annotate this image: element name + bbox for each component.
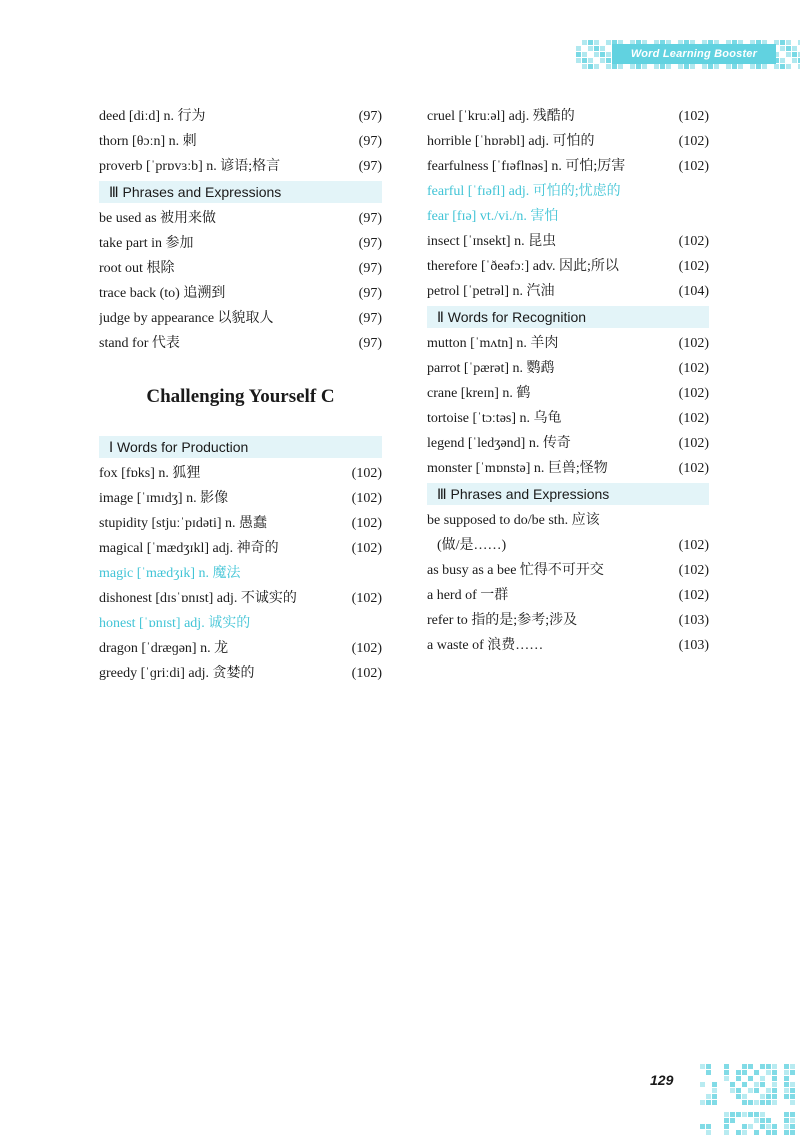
pixel-square — [784, 1130, 789, 1135]
pixel-square — [784, 1088, 789, 1093]
entry-page-ref: (97) — [358, 236, 382, 251]
entry-row — [99, 256, 382, 281]
entry-page-ref: (102) — [351, 591, 382, 606]
pixel-square — [760, 1100, 765, 1105]
entry-page-ref: (102) — [351, 466, 382, 481]
pixel-square — [732, 64, 737, 69]
entry-page-ref: (102) — [678, 159, 709, 174]
pixel-square — [636, 64, 641, 69]
pixel-square — [772, 1064, 777, 1069]
pixel-square — [594, 40, 599, 45]
pixel-square — [760, 1094, 765, 1099]
pixel-square — [742, 1130, 747, 1135]
pixel-square — [754, 1100, 759, 1105]
entry-page-ref: (102) — [678, 336, 709, 351]
pixel-square — [706, 1070, 711, 1075]
entry-row — [99, 281, 382, 306]
entry-row — [427, 558, 709, 583]
pixel-square — [588, 40, 593, 45]
page-number: 129 — [650, 1072, 674, 1088]
pixel-square — [772, 1130, 777, 1135]
entry-text: fearfulness [ˈfɪəflnəs] n. 可怕;厉害 — [427, 159, 626, 174]
entry-page-ref: (102) — [678, 411, 709, 426]
phrases-list-left — [99, 206, 382, 356]
entry-row — [427, 456, 709, 481]
entry-row — [427, 279, 709, 304]
pixel-square — [766, 1088, 771, 1093]
pixel-square — [606, 64, 611, 69]
pixel-square — [724, 1124, 729, 1129]
left-column — [99, 104, 382, 686]
pixel-square — [772, 1076, 777, 1081]
pixel-square — [730, 1118, 735, 1123]
pixel-square — [730, 1082, 735, 1087]
entry-page-ref: (102) — [678, 461, 709, 476]
entry-row — [427, 608, 709, 633]
pixel-square — [582, 40, 587, 45]
pixel-square — [760, 1112, 765, 1117]
entry-row — [427, 583, 709, 608]
pixel-square — [582, 52, 587, 57]
pixel-square — [700, 1124, 705, 1129]
pixel-square — [780, 58, 785, 63]
pixel-square — [786, 46, 791, 51]
entry-text: crane [kreɪn] n. 鹤 — [427, 386, 531, 401]
entry-row — [427, 508, 709, 533]
entry-text: deed [diːd] n. 行为 — [99, 109, 206, 124]
pixel-square — [706, 1094, 711, 1099]
pixel-square — [630, 64, 635, 69]
recognition-heading: Ⅱ Words for Recognition — [427, 306, 709, 328]
pixel-square — [790, 1118, 795, 1123]
pixel-square — [594, 46, 599, 51]
pixel-square — [736, 1088, 741, 1093]
entry-row — [99, 511, 382, 536]
entry-page-ref: (102) — [678, 538, 709, 553]
pixel-square — [700, 1100, 705, 1105]
pixel-square — [754, 1112, 759, 1117]
pixel-square — [792, 46, 797, 51]
pixel-square — [736, 1130, 741, 1135]
decorative-pixel-pattern-bottom — [700, 1064, 800, 1138]
entry-text: take part in 参加 — [99, 236, 194, 251]
entry-text: tortoise [ˈtɔːtəs] n. 乌龟 — [427, 411, 562, 426]
entry-row — [99, 306, 382, 331]
entry-text: legend [ˈledʒənd] n. 传奇 — [427, 436, 571, 451]
pixel-square — [748, 1076, 753, 1081]
entry-row — [99, 331, 382, 356]
entry-page-ref: (97) — [358, 109, 382, 124]
pixel-square — [742, 1100, 747, 1105]
pixel-square — [766, 1124, 771, 1129]
entry-row — [99, 611, 382, 636]
pixel-square — [730, 1088, 735, 1093]
entry-text: be used as 被用来做 — [99, 211, 217, 226]
pixel-square — [766, 1064, 771, 1069]
entry-page-ref: (97) — [358, 336, 382, 351]
pixel-square — [760, 1064, 765, 1069]
pixel-square — [790, 1100, 795, 1105]
pixel-square — [666, 64, 671, 69]
pixel-square — [766, 1094, 771, 1099]
entry-page-ref: (102) — [351, 641, 382, 656]
entry-page-ref: (97) — [358, 286, 382, 301]
pixel-square — [742, 1124, 747, 1129]
pixel-square — [766, 1100, 771, 1105]
entry-text: as busy as a bee 忙得不可开交 — [427, 563, 604, 578]
entry-row — [99, 231, 382, 256]
entry-text: monster [ˈmɒnstə] n. 巨兽;怪物 — [427, 461, 608, 476]
pixel-square — [738, 64, 743, 69]
entry-page-ref: (97) — [358, 261, 382, 276]
pixel-square — [760, 1118, 765, 1123]
pixel-square — [750, 64, 755, 69]
pixel-square — [736, 1094, 741, 1099]
entry-text: root out 根除 — [99, 261, 175, 276]
entry-page-ref: (97) — [358, 211, 382, 226]
pixel-square — [784, 1064, 789, 1069]
pixel-square — [606, 58, 611, 63]
entry-text: magical [ˈmædʒɪkl] adj. 神奇的 — [99, 541, 279, 556]
pixel-square — [784, 1118, 789, 1123]
pixel-square — [772, 1088, 777, 1093]
entry-text: greedy [ˈɡriːdi] adj. 贪婪的 — [99, 666, 255, 681]
pixel-square — [736, 1070, 741, 1075]
entry-row — [427, 179, 709, 204]
pixel-square — [576, 46, 581, 51]
section-title: Challenging Yourself C — [146, 386, 335, 407]
entry-row — [99, 129, 382, 154]
pixel-square — [762, 64, 767, 69]
entry-page-ref: (102) — [678, 386, 709, 401]
pixel-square — [786, 52, 791, 57]
pixel-square — [736, 1076, 741, 1081]
pixel-square — [606, 52, 611, 57]
pixel-square — [780, 40, 785, 45]
pixel-square — [790, 1124, 795, 1129]
entry-row — [99, 154, 382, 179]
pixel-square — [690, 64, 695, 69]
pixel-square — [708, 64, 713, 69]
pixel-square — [760, 1076, 765, 1081]
entry-row — [99, 206, 382, 231]
pixel-square — [642, 64, 647, 69]
phrases-list-right — [427, 508, 709, 658]
pixel-square — [780, 46, 785, 51]
entry-text: (做/是……) — [437, 538, 507, 553]
entry-page-ref: (102) — [678, 109, 709, 124]
entry-page-ref: (102) — [678, 361, 709, 376]
pixel-square — [726, 64, 731, 69]
pixel-square — [784, 1082, 789, 1087]
entry-page-ref: (102) — [678, 134, 709, 149]
pixel-square — [706, 1100, 711, 1105]
entry-text: honest [ˈɒnɪst] adj. 诚实的 — [99, 616, 251, 631]
entry-page-ref: (102) — [351, 666, 382, 681]
pixel-square — [600, 52, 605, 57]
pixel-square — [784, 1094, 789, 1099]
entry-row — [99, 536, 382, 561]
entry-row — [99, 486, 382, 511]
entry-text: fearful [ˈfɪəfl] adj. 可怕的;忧虑的 — [427, 184, 621, 199]
pixel-square — [790, 1112, 795, 1117]
entry-text: therefore [ˈðeəfɔː] adv. 因此;所以 — [427, 259, 619, 274]
entry-row — [99, 461, 382, 486]
pixel-square — [784, 1124, 789, 1129]
pixel-square — [582, 58, 587, 63]
pixel-square — [760, 1082, 765, 1087]
pixel-square — [748, 1112, 753, 1117]
pixel-square — [786, 40, 791, 45]
entry-page-ref: (104) — [678, 284, 709, 299]
pixel-square — [724, 1112, 729, 1117]
entry-text: cruel [ˈkruːəl] adj. 残酷的 — [427, 109, 575, 124]
pixel-square — [754, 1070, 759, 1075]
entry-page-ref: (102) — [351, 516, 382, 531]
pixel-square — [712, 1082, 717, 1087]
right-column — [427, 104, 709, 658]
entry-text: horrible [ˈhɒrəbl] adj. 可怕的 — [427, 134, 595, 149]
pixel-square — [594, 64, 599, 69]
pixel-square — [588, 46, 593, 51]
pixel-square — [576, 58, 581, 63]
entry-text: fear [fɪə] vt./vi./n. 害怕 — [427, 209, 559, 224]
pixel-square — [772, 1124, 777, 1129]
pixel-square — [724, 1070, 729, 1075]
entry-row — [427, 154, 709, 179]
pixel-square — [790, 1070, 795, 1075]
pixel-square — [712, 1094, 717, 1099]
entry-text: be supposed to do/be sth. 应该 — [427, 513, 600, 528]
entry-text: thorn [θɔːn] n. 刺 — [99, 134, 197, 149]
pixel-square — [706, 1124, 711, 1129]
entry-text: stupidity [stjuːˈpɪdəti] n. 愚蠢 — [99, 516, 267, 531]
entry-row — [99, 636, 382, 661]
pixel-square — [724, 1064, 729, 1069]
entry-row — [427, 633, 709, 658]
entry-page-ref: (97) — [358, 159, 382, 174]
pixel-square — [748, 1064, 753, 1069]
pixel-square — [784, 1076, 789, 1081]
pixel-square — [790, 1130, 795, 1135]
pixel-square — [702, 64, 707, 69]
entry-text: judge by appearance 以貌取人 — [99, 311, 274, 326]
pixel-square — [700, 1082, 705, 1087]
entry-page-ref: (102) — [678, 563, 709, 578]
pixel-square — [754, 1130, 759, 1135]
pixel-square — [588, 58, 593, 63]
pixel-square — [766, 1130, 771, 1135]
pixel-square — [660, 64, 665, 69]
entry-text: image [ˈɪmɪdʒ] n. 影像 — [99, 491, 229, 506]
pixel-square — [736, 1112, 741, 1117]
entry-row — [99, 586, 382, 611]
entry-text: magic [ˈmædʒɪk] n. 魔法 — [99, 566, 241, 581]
entry-row — [99, 561, 382, 586]
pixel-square — [576, 52, 581, 57]
pixel-square — [790, 1064, 795, 1069]
pixel-square — [742, 1094, 747, 1099]
entry-row — [427, 356, 709, 381]
entry-text: refer to 指的是;参考;涉及 — [427, 613, 578, 628]
pixel-square — [792, 58, 797, 63]
pixel-square — [766, 1070, 771, 1075]
entry-row — [427, 229, 709, 254]
pixel-square — [606, 40, 611, 45]
entry-row — [427, 381, 709, 406]
entry-page-ref: (102) — [678, 588, 709, 603]
pixel-square — [612, 64, 617, 69]
entry-page-ref: (97) — [358, 311, 382, 326]
pixel-square — [684, 64, 689, 69]
entry-text: stand for 代表 — [99, 336, 180, 351]
pixel-square — [594, 52, 599, 57]
pixel-square — [790, 1088, 795, 1093]
entry-text: parrot [ˈpærət] n. 鹦鹉 — [427, 361, 555, 376]
pixel-square — [784, 1112, 789, 1117]
pixel-square — [724, 1076, 729, 1081]
pixel-square — [772, 1094, 777, 1099]
entry-page-ref: (103) — [678, 638, 709, 653]
pixel-square — [742, 1082, 747, 1087]
entry-text: fox [fɒks] n. 狐狸 — [99, 466, 201, 481]
pixel-square — [754, 1082, 759, 1087]
entry-text: trace back (to) 追溯到 — [99, 286, 226, 301]
entry-text: proverb [ˈprɒvɜːb] n. 谚语;格言 — [99, 159, 281, 174]
entry-row — [427, 331, 709, 356]
pixel-square — [706, 1130, 711, 1135]
pixel-square — [790, 1094, 795, 1099]
pixel-square — [600, 58, 605, 63]
pixel-square — [730, 1112, 735, 1117]
entry-text: mutton [ˈmʌtn] n. 羊肉 — [427, 336, 559, 351]
pixel-square — [754, 1118, 759, 1123]
pixel-square — [700, 1064, 705, 1069]
entry-text: insect [ˈɪnsekt] n. 昆虫 — [427, 234, 557, 249]
pixel-square — [772, 1070, 777, 1075]
entry-text: a herd of 一群 — [427, 588, 509, 603]
pixel-square — [766, 1118, 771, 1123]
production-heading: Ⅰ Words for Production — [99, 436, 382, 458]
pixel-square — [792, 52, 797, 57]
pixel-square — [742, 1112, 747, 1117]
pixel-square — [772, 1082, 777, 1087]
pixel-square — [714, 64, 719, 69]
pixel-square — [724, 1118, 729, 1123]
entry-page-ref: (102) — [351, 491, 382, 506]
pixel-square — [748, 1124, 753, 1129]
pixel-square — [760, 1124, 765, 1129]
entry-text: petrol [ˈpetrəl] n. 汽油 — [427, 284, 555, 299]
pixel-square — [780, 64, 785, 69]
pixel-square — [706, 1064, 711, 1069]
section-banner: Word Learning Booster — [612, 44, 776, 64]
pixel-square — [748, 1100, 753, 1105]
entry-row — [427, 533, 709, 558]
pixel-square — [774, 64, 779, 69]
entry-row — [99, 104, 382, 129]
recognition-list — [427, 331, 709, 481]
pixel-square — [618, 64, 623, 69]
entry-row — [427, 254, 709, 279]
phrases-heading-right: Ⅲ Phrases and Expressions — [427, 483, 709, 505]
pixel-square — [600, 46, 605, 51]
entry-row — [427, 431, 709, 456]
pixel-square — [582, 64, 587, 69]
pixel-square — [654, 64, 659, 69]
production-list — [99, 461, 382, 686]
pixel-square — [712, 1088, 717, 1093]
entry-row — [99, 661, 382, 686]
pixel-square — [784, 1070, 789, 1075]
pixel-square — [754, 1088, 759, 1093]
pixel-square — [712, 1100, 717, 1105]
pixel-square — [756, 64, 761, 69]
pixel-square — [588, 64, 593, 69]
entry-row — [427, 406, 709, 431]
entry-row — [427, 104, 709, 129]
entry-page-ref: (97) — [358, 134, 382, 149]
pixel-square — [748, 1088, 753, 1093]
pixel-square — [772, 1100, 777, 1105]
entry-text: a waste of 浪费…… — [427, 638, 544, 653]
entry-page-ref: (102) — [678, 259, 709, 274]
entry-page-ref: (102) — [351, 541, 382, 556]
entry-text: dragon [ˈdræɡən] n. 龙 — [99, 641, 229, 656]
phrases-heading-left: Ⅲ Phrases and Expressions — [99, 181, 382, 203]
entry-row — [427, 204, 709, 229]
pixel-square — [724, 1130, 729, 1135]
pixel-square — [786, 64, 791, 69]
pixel-square — [742, 1064, 747, 1069]
entry-row — [427, 129, 709, 154]
pixel-square — [678, 64, 683, 69]
entry-page-ref: (102) — [678, 436, 709, 451]
pixel-square — [742, 1070, 747, 1075]
entry-page-ref: (102) — [678, 234, 709, 249]
entry-page-ref: (103) — [678, 613, 709, 628]
pixel-square — [790, 1082, 795, 1087]
entry-text: dishonest [dɪsˈɒnɪst] adj. 不诚实的 — [99, 591, 297, 606]
vocab-list-top — [99, 104, 382, 179]
vocab-list-right-top — [427, 104, 709, 304]
